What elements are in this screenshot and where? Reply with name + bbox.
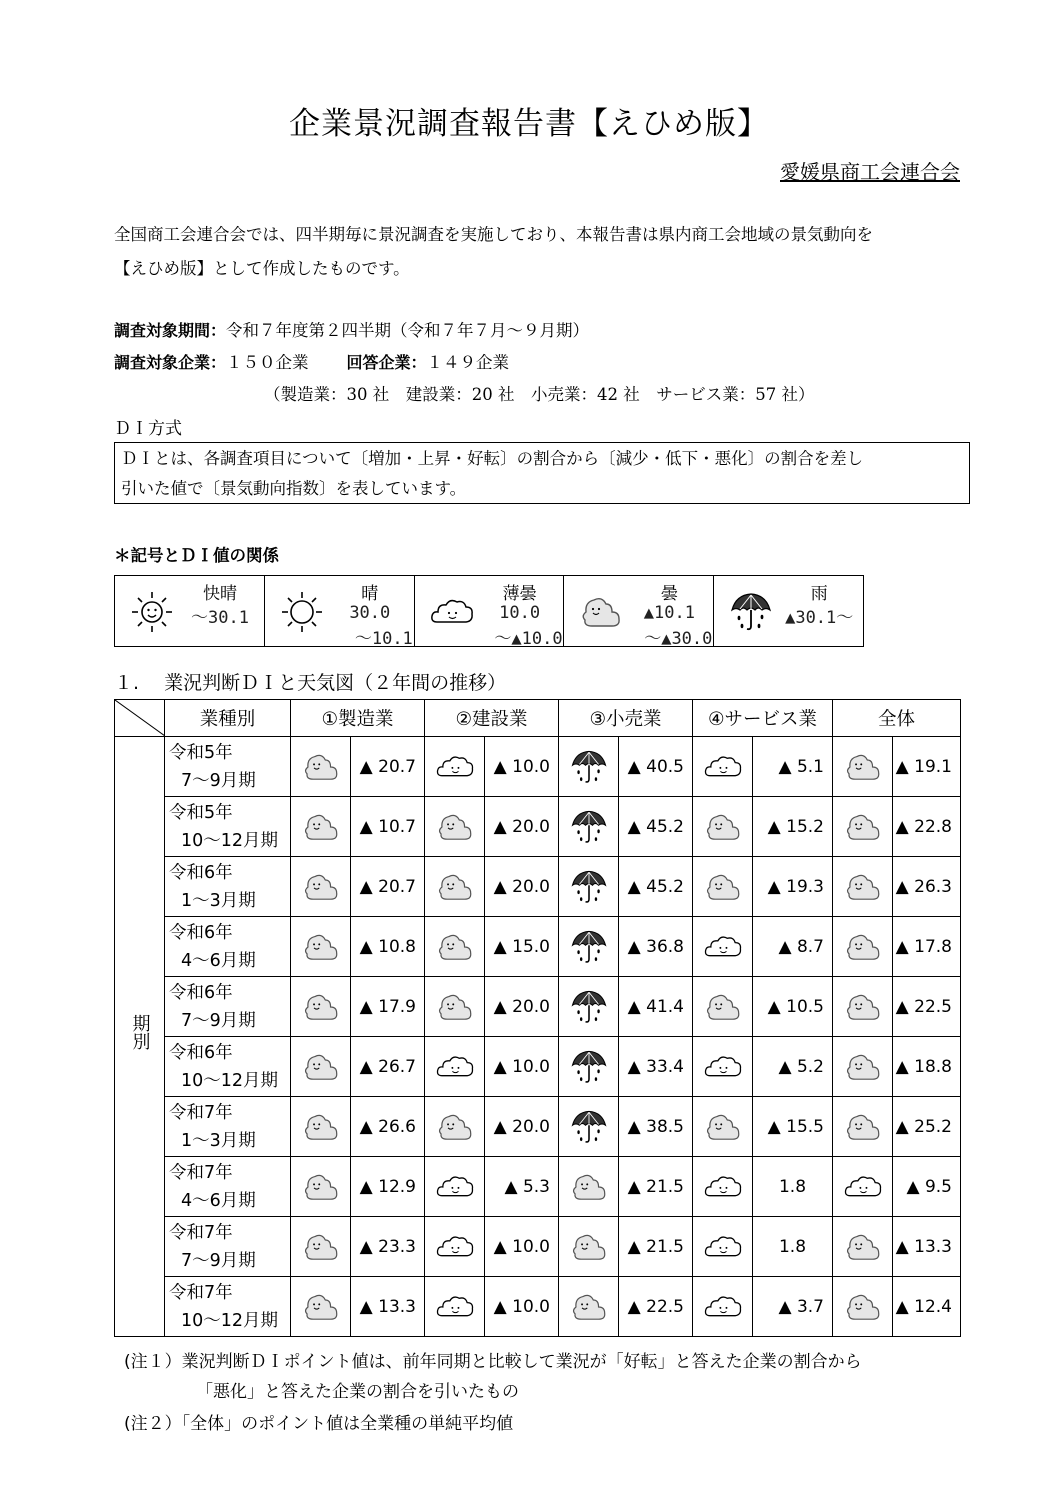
cloudy-icon xyxy=(569,1296,609,1315)
table-row xyxy=(115,917,961,977)
weather-cell xyxy=(291,1037,351,1097)
light-cloud-icon xyxy=(435,1056,475,1075)
di-value: ▲ 19.3 xyxy=(753,857,833,917)
di-value: ▲ 10.8 xyxy=(351,917,425,977)
weather-cell xyxy=(559,1277,619,1337)
sun-icon xyxy=(279,590,325,634)
di-value: ▲ 20.7 xyxy=(351,857,425,917)
cloudy-icon xyxy=(435,996,475,1015)
light-cloud-icon xyxy=(435,756,475,775)
light-cloud-icon xyxy=(843,1176,883,1195)
cloudy-icon xyxy=(703,876,743,895)
cloudy-icon xyxy=(301,1296,341,1315)
weather-cell xyxy=(559,1037,619,1097)
cloudy-icon xyxy=(843,1236,883,1255)
cloudy-icon xyxy=(569,1176,609,1195)
di-value: ▲ 13.3 xyxy=(893,1217,961,1277)
weather-cell xyxy=(559,977,619,1037)
di-value: ▲ 36.8 xyxy=(619,917,693,977)
cloudy-icon xyxy=(301,1236,341,1255)
light-cloud-icon xyxy=(435,1296,475,1315)
legend-weather-name: 快晴 xyxy=(203,584,237,604)
period-label xyxy=(165,977,291,1037)
weather-cell xyxy=(425,1277,485,1337)
di-value: ▲ 23.3 xyxy=(351,1217,425,1277)
weather-cell xyxy=(559,857,619,917)
cloudy-icon xyxy=(435,876,475,895)
period-side-label xyxy=(115,737,165,1337)
cloudy-icon xyxy=(843,996,883,1015)
period-year: 令和6年 xyxy=(169,862,233,883)
period-quarter: 4～6月期 xyxy=(181,1190,256,1211)
survey-answer-value: １４９企業 xyxy=(426,353,510,372)
period-label xyxy=(165,1037,291,1097)
di-value: ▲ 21.5 xyxy=(619,1157,693,1217)
legend-weather-name: 薄曇 xyxy=(502,584,537,604)
weather-cell xyxy=(693,857,753,917)
sunny-icon xyxy=(129,590,175,634)
cloudy-icon xyxy=(843,816,883,835)
section-heading: １. 業況判断ＤＩと天気図（２年間の推移） xyxy=(114,672,507,694)
rain-icon xyxy=(569,936,609,955)
light-cloud-icon xyxy=(435,1176,475,1195)
period-label xyxy=(165,797,291,857)
weather-cell xyxy=(291,737,351,797)
weather-cell xyxy=(693,1277,753,1337)
survey-period-label: 調査対象期間： xyxy=(114,321,227,340)
legend-cell xyxy=(265,576,415,649)
weather-cell xyxy=(693,1217,753,1277)
table-row xyxy=(115,1157,961,1217)
period-quarter: 7～9月期 xyxy=(181,1010,256,1031)
cloudy-icon xyxy=(435,816,475,835)
di-value: ▲ 10.7 xyxy=(351,797,425,857)
period-quarter: 10～12月期 xyxy=(181,830,279,851)
di-value: ▲ 9.5 xyxy=(893,1157,961,1217)
di-value: ▲ 38.5 xyxy=(619,1097,693,1157)
weather-cell xyxy=(291,917,351,977)
light-cloud-icon xyxy=(703,756,743,775)
cloudy-icon xyxy=(843,876,883,895)
weather-cell xyxy=(425,797,485,857)
period-year: 令和6年 xyxy=(169,1042,233,1063)
diagonal-line xyxy=(115,700,165,736)
legend-cell xyxy=(415,576,565,649)
legend-range-start: ～30.1 xyxy=(191,608,249,628)
di-value: ▲ 3.7 xyxy=(753,1277,833,1337)
period-year: 令和6年 xyxy=(169,922,233,943)
legend-range-end: ～▲10.0 xyxy=(494,629,563,649)
period-year: 令和6年 xyxy=(169,982,233,1003)
light-cloud-icon xyxy=(703,1056,743,1075)
di-value: 1.8 xyxy=(753,1157,833,1217)
di-value: ▲ 19.1 xyxy=(893,737,961,797)
weather-cell xyxy=(291,797,351,857)
legend-range-start: 10.0 xyxy=(499,603,541,623)
weather-cell xyxy=(291,1097,351,1157)
weather-cell xyxy=(291,1217,351,1277)
weather-cell xyxy=(425,1097,485,1157)
cloudy-icon xyxy=(435,936,475,955)
di-value: ▲ 20.0 xyxy=(485,977,559,1037)
weather-legend xyxy=(114,575,864,647)
period-label xyxy=(165,917,291,977)
di-value: ▲ 33.4 xyxy=(619,1037,693,1097)
period-year: 令和5年 xyxy=(169,742,233,763)
period-quarter: 10～12月期 xyxy=(181,1070,279,1091)
weather-cell xyxy=(425,857,485,917)
di-value: ▲ 22.5 xyxy=(619,1277,693,1337)
weather-cell xyxy=(559,1217,619,1277)
weather-cell xyxy=(425,977,485,1037)
period-quarter: 7～9月期 xyxy=(181,1250,256,1271)
di-value: ▲ 12.4 xyxy=(893,1277,961,1337)
di-value: ▲ 20.0 xyxy=(485,1097,559,1157)
note-1-continued: 「悪化」と答えた企業の割合を引いたもの xyxy=(196,1382,519,1402)
weather-cell xyxy=(559,797,619,857)
period-quarter: 7～9月期 xyxy=(181,770,256,791)
weather-cell xyxy=(425,1157,485,1217)
survey-answer-label: 回答企業： xyxy=(346,353,427,372)
legend-range-start: ▲30.1～ xyxy=(785,608,854,628)
weather-cell xyxy=(833,1217,893,1277)
light-cloud-icon xyxy=(703,936,743,955)
column-header: ④サービス業 xyxy=(693,700,833,737)
cloudy-icon xyxy=(843,756,883,775)
weather-cell xyxy=(833,1037,893,1097)
period-quarter: 4～6月期 xyxy=(181,950,256,971)
weather-cell xyxy=(425,917,485,977)
rain-icon xyxy=(728,590,774,634)
di-heading: ＤＩ方式 xyxy=(114,419,182,439)
cloudy-icon xyxy=(578,590,624,634)
table-row xyxy=(115,977,961,1037)
di-value: ▲ 26.7 xyxy=(351,1037,425,1097)
weather-cell xyxy=(559,917,619,977)
di-value: ▲ 10.0 xyxy=(485,1217,559,1277)
legend-weather-name: 雨 xyxy=(810,584,828,604)
weather-cell xyxy=(559,737,619,797)
di-value: ▲ 10.0 xyxy=(485,737,559,797)
weather-cell xyxy=(559,1157,619,1217)
di-value: ▲ 18.8 xyxy=(893,1037,961,1097)
legend-cell xyxy=(714,576,863,646)
period-label xyxy=(165,1097,291,1157)
period-quarter: 10～12月期 xyxy=(181,1310,279,1331)
table-row xyxy=(115,1217,961,1277)
di-value: ▲ 15.2 xyxy=(753,797,833,857)
di-value: ▲ 15.5 xyxy=(753,1097,833,1157)
weather-cell xyxy=(693,797,753,857)
di-value: ▲ 26.3 xyxy=(893,857,961,917)
weather-cell xyxy=(291,1157,351,1217)
di-value: ▲ 13.3 xyxy=(351,1277,425,1337)
cloudy-icon xyxy=(301,1116,341,1135)
weather-di-table xyxy=(114,699,961,1337)
legend-range-start: ▲10.1 xyxy=(643,603,695,623)
period-quarter: 1～3月期 xyxy=(181,1130,256,1151)
survey-breakdown: （製造業：30 社 建設業：20 社 小売業：42 社 サービス業：57 社） xyxy=(264,385,815,404)
di-value: ▲ 45.2 xyxy=(619,857,693,917)
di-line-1: ＤＩとは、各調査項目について〔増加・上昇・好転〕の割合から〔減少・低下・悪化〕の割合を差し xyxy=(121,449,864,468)
period-label xyxy=(165,1277,291,1337)
di-value: ▲ 41.4 xyxy=(619,977,693,1037)
table-row xyxy=(115,1277,961,1337)
cloudy-icon xyxy=(435,1116,475,1135)
di-value: ▲ 40.5 xyxy=(619,737,693,797)
weather-cell xyxy=(425,1037,485,1097)
survey-period-value: 令和７年度第２四半期（令和７年７月～９月期） xyxy=(226,321,590,340)
weather-cell xyxy=(291,977,351,1037)
weather-cell xyxy=(425,1217,485,1277)
column-header: ③小売業 xyxy=(559,700,693,737)
weather-cell xyxy=(693,1097,753,1157)
legend-range-end: ～10.1 xyxy=(354,629,413,649)
weather-cell xyxy=(833,917,893,977)
cloudy-icon xyxy=(703,996,743,1015)
weather-cell xyxy=(693,1037,753,1097)
di-value: ▲ 15.0 xyxy=(485,917,559,977)
cloudy-icon xyxy=(301,1056,341,1075)
period-label xyxy=(165,857,291,917)
weather-cell xyxy=(833,857,893,917)
table-header-row xyxy=(115,700,961,737)
period-label xyxy=(165,1157,291,1217)
intro-line-2: 【えひめ版】として作成したものです。 xyxy=(114,259,410,278)
di-value: ▲ 10.0 xyxy=(485,1037,559,1097)
di-value: ▲ 20.7 xyxy=(351,737,425,797)
cloudy-icon xyxy=(843,1056,883,1075)
rain-icon xyxy=(569,1116,609,1135)
light-cloud-icon xyxy=(435,1236,475,1255)
corner-label: 業種別 xyxy=(165,700,291,737)
weather-cell xyxy=(693,977,753,1037)
intro-line-1: 全国商工会連合会では、四半期毎に景況調査を実施しており、本報告書は県内商工会地域の景気動向を xyxy=(114,225,873,244)
legend-range-end: ～▲30.0 xyxy=(644,629,713,649)
table-row xyxy=(115,797,961,857)
cloudy-icon xyxy=(843,1296,883,1315)
weather-cell xyxy=(693,737,753,797)
survey-target-label: 調査対象企業： xyxy=(114,353,227,372)
weather-cell xyxy=(833,977,893,1037)
table-row xyxy=(115,1097,961,1157)
weather-cell xyxy=(833,1277,893,1337)
weather-cell xyxy=(693,917,753,977)
survey-period xyxy=(114,317,589,341)
di-line-2: 引いた値で〔景気動向指数〕を表しています。 xyxy=(121,479,467,498)
cloudy-icon xyxy=(301,876,341,895)
light-cloud-icon xyxy=(429,590,475,634)
weather-cell xyxy=(291,1277,351,1337)
di-value: ▲ 5.2 xyxy=(753,1037,833,1097)
di-value: ▲ 45.2 xyxy=(619,797,693,857)
light-cloud-icon xyxy=(703,1296,743,1315)
column-header: ②建設業 xyxy=(425,700,559,737)
cloudy-icon xyxy=(301,1176,341,1195)
period-quarter: 1～3月期 xyxy=(181,890,256,911)
legend-weather-name: 曇 xyxy=(660,584,678,604)
page-title: 企業景況調査報告書【えひめ版】 xyxy=(289,106,769,142)
di-value: 1.8 xyxy=(753,1217,833,1277)
legend-weather-name: 晴 xyxy=(361,584,379,604)
di-value: ▲ 8.7 xyxy=(753,917,833,977)
cloudy-icon xyxy=(301,756,341,775)
period-label xyxy=(165,1217,291,1277)
di-value: ▲ 17.8 xyxy=(893,917,961,977)
di-value: ▲ 20.0 xyxy=(485,857,559,917)
period-label xyxy=(165,737,291,797)
di-value: ▲ 5.1 xyxy=(753,737,833,797)
period-year: 令和7年 xyxy=(169,1222,233,1243)
di-value: ▲ 21.5 xyxy=(619,1217,693,1277)
period-year: 令和7年 xyxy=(169,1102,233,1123)
cloudy-icon xyxy=(703,1116,743,1135)
organization-name: 愛媛県商工会連合会 xyxy=(780,160,960,184)
di-description-box xyxy=(114,442,970,504)
cloudy-icon xyxy=(843,1116,883,1135)
di-value: ▲ 10.0 xyxy=(485,1277,559,1337)
di-value: ▲ 22.8 xyxy=(893,797,961,857)
light-cloud-icon xyxy=(703,1236,743,1255)
di-value: ▲ 10.5 xyxy=(753,977,833,1037)
legend-heading: ＊記号とＤＩ値の関係 xyxy=(114,546,279,565)
di-value: ▲ 5.3 xyxy=(485,1157,559,1217)
legend-cell xyxy=(564,576,714,649)
survey-target-value: １５０企業 xyxy=(226,353,309,372)
period-year: 令和7年 xyxy=(169,1162,233,1183)
cloudy-icon xyxy=(301,996,341,1015)
cloudy-icon xyxy=(703,816,743,835)
note-1: (注１）業況判断ＤＩポイント値は、前年同期と比較して業況が「好転」と答えた企業の割合から xyxy=(124,1352,862,1372)
column-header: 全体 xyxy=(833,700,961,737)
weather-cell xyxy=(425,737,485,797)
rain-icon xyxy=(569,876,609,895)
weather-cell xyxy=(291,857,351,917)
light-cloud-icon xyxy=(703,1176,743,1195)
di-value: ▲ 12.9 xyxy=(351,1157,425,1217)
cloudy-icon xyxy=(843,936,883,955)
table-row xyxy=(115,737,961,797)
weather-cell xyxy=(833,737,893,797)
weather-cell xyxy=(693,1157,753,1217)
di-value: ▲ 26.6 xyxy=(351,1097,425,1157)
cloudy-icon xyxy=(301,816,341,835)
weather-cell xyxy=(833,1157,893,1217)
cloudy-icon xyxy=(569,1236,609,1255)
legend-range-start: 30.0 xyxy=(349,603,391,623)
rain-icon xyxy=(569,756,609,775)
corner-cell xyxy=(115,700,165,737)
weather-cell xyxy=(833,797,893,857)
weather-cell xyxy=(559,1097,619,1157)
rain-icon xyxy=(569,816,609,835)
rain-icon xyxy=(569,1056,609,1075)
di-value: ▲ 25.2 xyxy=(893,1097,961,1157)
rain-icon xyxy=(569,996,609,1015)
legend-cell xyxy=(115,576,265,646)
di-value: ▲ 17.9 xyxy=(351,977,425,1037)
table-row xyxy=(115,1037,961,1097)
period-year: 令和5年 xyxy=(169,802,233,823)
note-2: (注２）「全体」のポイント値は全業種の単純平均値 xyxy=(124,1414,514,1434)
period-side-label-text: 期別 xyxy=(129,1013,151,1050)
survey-target xyxy=(114,349,509,373)
cloudy-icon xyxy=(301,936,341,955)
di-value: ▲ 20.0 xyxy=(485,797,559,857)
table-row xyxy=(115,857,961,917)
di-value: ▲ 22.5 xyxy=(893,977,961,1037)
weather-cell xyxy=(833,1097,893,1157)
period-year: 令和7年 xyxy=(169,1282,233,1303)
column-header: ①製造業 xyxy=(291,700,425,737)
